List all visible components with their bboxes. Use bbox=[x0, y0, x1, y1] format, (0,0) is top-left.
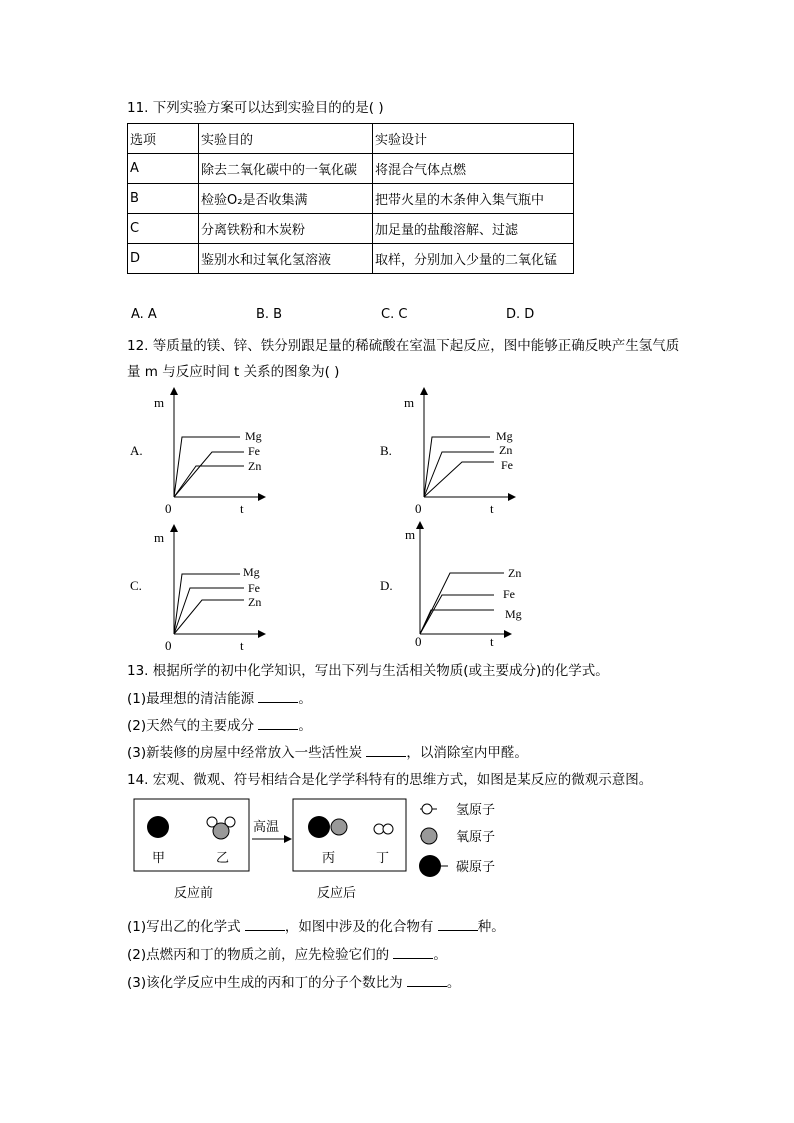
curve-bottom bbox=[174, 466, 244, 497]
graph-label: B. bbox=[380, 443, 392, 458]
graph-a[interactable] bbox=[130, 391, 262, 516]
curve-mid bbox=[174, 588, 244, 634]
curve-label: Fe bbox=[503, 587, 515, 601]
answer-blank[interactable] bbox=[438, 918, 478, 931]
q12-stem-line1: 12. 等质量的镁、锌、铁分别跟足量的稀硫酸在室温下起反应，图中能够正确反映产生氢气质 bbox=[127, 338, 680, 354]
after-label: 反应后 bbox=[317, 885, 357, 900]
y-axis-label: m bbox=[405, 527, 416, 542]
graph-b[interactable] bbox=[380, 391, 513, 516]
table-row bbox=[128, 154, 574, 184]
curve-label: Mg bbox=[245, 429, 262, 443]
table-cell: 加足量的盐酸溶解、过滤 bbox=[373, 214, 574, 244]
curve-label: Fe bbox=[501, 458, 513, 472]
origin-label: 0 bbox=[415, 634, 422, 649]
q14-stem: 14. 宏观、微观、符号相结合是化学学科特有的思维方式，如图是某反应的微观示意图。 bbox=[127, 772, 653, 788]
table-cell: 检验O₂是否收集满 bbox=[199, 184, 373, 214]
curve-top bbox=[420, 573, 504, 634]
graph-c[interactable] bbox=[130, 528, 262, 653]
q13-part3 bbox=[127, 741, 528, 761]
y-axis-label: m bbox=[154, 530, 165, 545]
table-cell: 把带火星的木条伸入集气瓶中 bbox=[373, 184, 574, 214]
q13-part2-end: 。 bbox=[298, 718, 312, 734]
q11-table bbox=[127, 123, 574, 274]
table-cell: C bbox=[128, 214, 199, 244]
x-axis-label: t bbox=[240, 501, 244, 516]
curve-label: Mg bbox=[243, 565, 260, 579]
table-cell: 将混合气体点燃 bbox=[373, 154, 574, 184]
q13-stem: 13. 根据所学的初中化学知识，写出下列与生活相关物质(或主要成分)的化学式。 bbox=[127, 663, 609, 679]
q11-stem: 11. 下列实验方案可以达到实验目的的是( ) bbox=[127, 100, 384, 116]
answer-blank[interactable] bbox=[407, 974, 447, 987]
curve-label: Fe bbox=[248, 581, 260, 595]
ding-label: 丁 bbox=[376, 850, 390, 865]
q14-part3-end: 。 bbox=[446, 975, 461, 991]
table-cell: B bbox=[128, 184, 199, 214]
curve-mid bbox=[424, 452, 494, 497]
table-header-row bbox=[128, 124, 574, 154]
q11-choice-c[interactable]: C. C bbox=[381, 307, 408, 322]
origin-label: 0 bbox=[415, 501, 422, 516]
q14-part1-text: (1)写出乙的化学式 bbox=[127, 919, 241, 935]
curve-mid bbox=[174, 452, 244, 497]
answer-blank[interactable] bbox=[245, 918, 285, 931]
q14-part3 bbox=[127, 971, 460, 991]
curve-label: Zn bbox=[508, 566, 522, 580]
q12-stem-line2: 量 m 与反应时间 t 关系的图象为( ) bbox=[127, 364, 340, 380]
bing-label: 丙 bbox=[322, 850, 336, 865]
legend-oxygen-icon bbox=[421, 828, 437, 844]
curve-label: Fe bbox=[248, 444, 260, 458]
answer-blank[interactable] bbox=[258, 690, 298, 703]
curve-label: Zn bbox=[248, 595, 262, 609]
table-row bbox=[128, 184, 574, 214]
q11-choice-b[interactable]: B. B bbox=[256, 307, 283, 322]
curve-top bbox=[174, 437, 240, 497]
yi-label: 乙 bbox=[216, 850, 230, 865]
table-row bbox=[128, 214, 574, 244]
table-row bbox=[128, 244, 574, 274]
q14-part2-text: (2)点燃丙和丁的物质之前，应先检验它们的 bbox=[127, 947, 390, 963]
x-axis-label: t bbox=[490, 634, 494, 649]
oxygen-atom bbox=[331, 819, 347, 835]
table-cell: 分离铁粉和木炭粉 bbox=[199, 214, 373, 244]
before-label: 反应前 bbox=[174, 885, 214, 900]
graph-d[interactable] bbox=[380, 525, 522, 649]
curve-top bbox=[174, 574, 240, 634]
curve-bottom bbox=[424, 462, 494, 497]
q13-part1 bbox=[127, 687, 312, 707]
x-axis-label: t bbox=[490, 501, 494, 516]
y-axis-label: m bbox=[154, 395, 165, 410]
q14-part2 bbox=[127, 943, 447, 963]
q13-part1-text: (1)最理想的清洁能源 bbox=[127, 691, 255, 707]
answer-blank[interactable] bbox=[258, 717, 298, 730]
table-cell: 实验设计 bbox=[373, 124, 574, 154]
q13-part3-end: ，以消除室内甲醛。 bbox=[406, 745, 528, 761]
condition-label: 高温 bbox=[253, 819, 280, 834]
q13-part2 bbox=[127, 714, 312, 734]
q14-part2-end: 。 bbox=[433, 947, 447, 963]
oxygen-atom bbox=[213, 823, 229, 839]
q11-choice-d[interactable]: D. D bbox=[506, 307, 535, 322]
q12-graphs bbox=[120, 385, 680, 660]
graph-label: D. bbox=[380, 578, 393, 593]
curve-label: Mg bbox=[496, 429, 513, 443]
after-box bbox=[293, 799, 406, 871]
curve-label: Zn bbox=[248, 459, 262, 473]
table-cell: A bbox=[128, 154, 199, 184]
table-cell: D bbox=[128, 244, 199, 274]
origin-label: 0 bbox=[165, 638, 172, 653]
table-cell: 鉴别水和过氧化氢溶液 bbox=[199, 244, 373, 274]
table-cell: 实验目的 bbox=[199, 124, 373, 154]
legend-carbon-icon bbox=[419, 855, 441, 877]
answer-blank[interactable] bbox=[393, 946, 433, 959]
legend-oxygen-label: 氧原子 bbox=[456, 829, 496, 844]
q14-diagram bbox=[130, 795, 530, 910]
graph-label: C. bbox=[130, 578, 142, 593]
curve-label: Zn bbox=[499, 443, 513, 457]
q13-part1-end: 。 bbox=[298, 691, 312, 707]
graph-label: A. bbox=[130, 443, 143, 458]
carbon-atom bbox=[147, 816, 169, 838]
table-cell: 除去二氧化碳中的一氧化碳 bbox=[199, 154, 373, 184]
y-axis-label: m bbox=[404, 395, 415, 410]
legend-hydrogen-icon bbox=[422, 804, 432, 814]
hydrogen-atom bbox=[383, 824, 393, 834]
q14-part3-text: (3)该化学反应中生成的丙和丁的分子个数比为 bbox=[127, 975, 403, 991]
table-cell: 取样，分别加入少量的二氧化锰 bbox=[373, 244, 574, 274]
q11-choice-a[interactable]: A. A bbox=[131, 307, 157, 322]
origin-label: 0 bbox=[165, 501, 172, 516]
legend-carbon-label: 碳原子 bbox=[456, 859, 496, 874]
table-cell: 选项 bbox=[128, 124, 199, 154]
q14-part1-end: 种。 bbox=[477, 919, 505, 935]
q14-part1 bbox=[127, 915, 505, 935]
q14-part1-mid: ，如图中涉及的化合物有 bbox=[284, 919, 434, 935]
legend-hydrogen-label: 氢原子 bbox=[456, 802, 496, 817]
q13-part2-text: (2)天然气的主要成分 bbox=[127, 718, 255, 734]
x-axis-label: t bbox=[240, 638, 244, 653]
answer-blank[interactable] bbox=[366, 744, 406, 757]
jia-label: 甲 bbox=[152, 850, 166, 865]
curve-mid bbox=[420, 595, 494, 634]
carbon-atom bbox=[308, 816, 330, 838]
curve-label: Mg bbox=[505, 607, 522, 621]
q13-part3-text: (3)新装修的房屋中经常放入一些活性炭 bbox=[127, 745, 363, 761]
